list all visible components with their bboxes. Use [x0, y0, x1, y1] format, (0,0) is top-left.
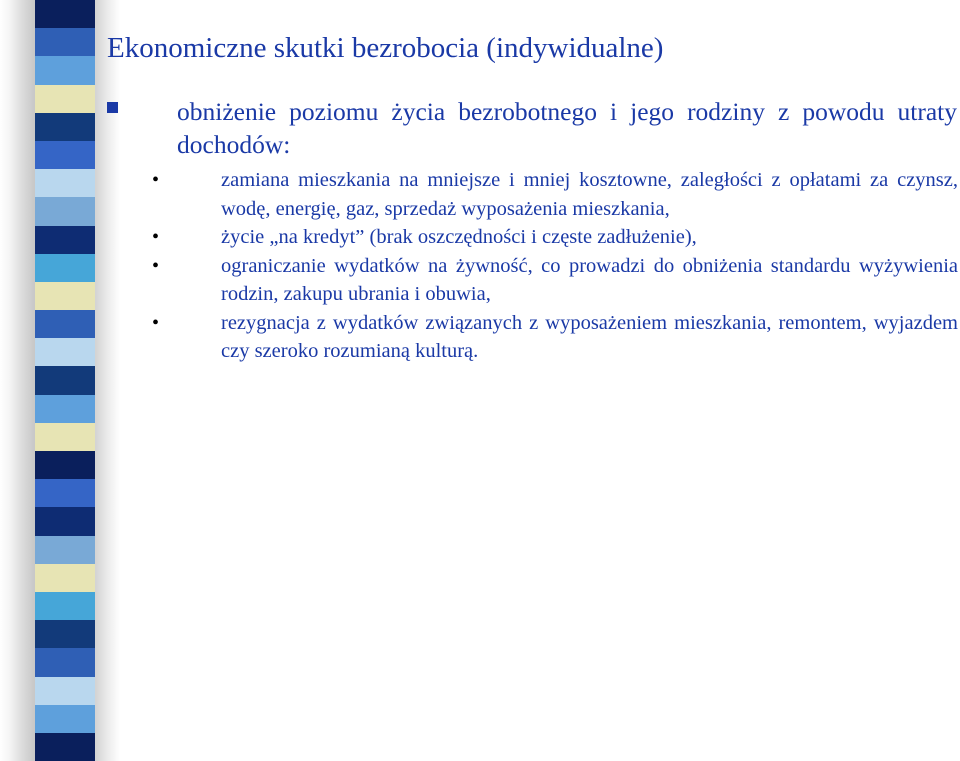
color-strip-block [35, 85, 95, 113]
slide-title: Ekonomiczne skutki bezrobocia (indywidualne) [107, 32, 664, 64]
color-strip-block [35, 451, 95, 479]
color-strip-block [35, 620, 95, 648]
color-strip-block [35, 564, 95, 592]
sub-bullet-item-3 [152, 252, 958, 309]
dot-bullet-icon: • [152, 169, 160, 191]
sub-bullet-text-4: rezygnacja z wydatków związanych z wyposażeniem mieszkania, remontem, wyjazdem czy szeroko rozumianą kulturą. [221, 311, 958, 362]
main-bullet-text: obniżenie poziomu życia bezrobotnego i jego rodziny z powodu utraty dochodów: [177, 97, 957, 159]
color-strip-block [35, 366, 95, 394]
sub-bullet-text-2: życie „na kredyt” (brak oszczędności i częste zadłużenie), [221, 226, 697, 248]
sub-bullet-item-1 [152, 166, 958, 223]
color-strip-block [35, 141, 95, 169]
color-strip-block [35, 338, 95, 366]
sub-bullet-text-3: ograniczanie wydatków na żywność, co prowadzi do obniżenia standardu wyżywienia rodzin, zakupu ubrania i obuwia, [221, 254, 958, 305]
color-strip-block [35, 197, 95, 225]
color-strip-block [35, 169, 95, 197]
color-strip-block [35, 310, 95, 338]
color-strip-block [35, 507, 95, 535]
color-strip-block [35, 592, 95, 620]
sub-bullet-item-2 [152, 223, 958, 252]
color-strip-block [35, 282, 95, 310]
color-strip-block [35, 423, 95, 451]
color-strip-block [35, 395, 95, 423]
color-strip-block [35, 226, 95, 254]
square-bullet-icon [107, 102, 118, 113]
color-strip-block [35, 113, 95, 141]
dot-bullet-icon: • [152, 226, 160, 248]
color-strip-block [35, 56, 95, 84]
color-strip-block [35, 733, 95, 761]
sub-bullet-item-4 [152, 309, 958, 366]
color-strip-block [35, 28, 95, 56]
main-bullet-item [107, 95, 957, 161]
color-strip-block [35, 0, 95, 28]
dot-bullet-icon: • [152, 311, 160, 334]
sub-bullet-list [152, 166, 958, 366]
color-strip-block [35, 479, 95, 507]
color-strip-block [35, 648, 95, 676]
color-strip-block [35, 705, 95, 733]
color-strip-block [35, 254, 95, 282]
color-strip-block [35, 677, 95, 705]
decorative-color-strip [35, 0, 95, 761]
dot-bullet-icon: • [152, 254, 160, 277]
color-strip-block [35, 536, 95, 564]
sub-bullet-text-1: zamiana mieszkania na mniejsze i mniej kosztowne, zaległości z opłatami za czynsz, wodę, energię, gaz, sprzedaż wyposażenia mieszkania, [221, 169, 958, 220]
